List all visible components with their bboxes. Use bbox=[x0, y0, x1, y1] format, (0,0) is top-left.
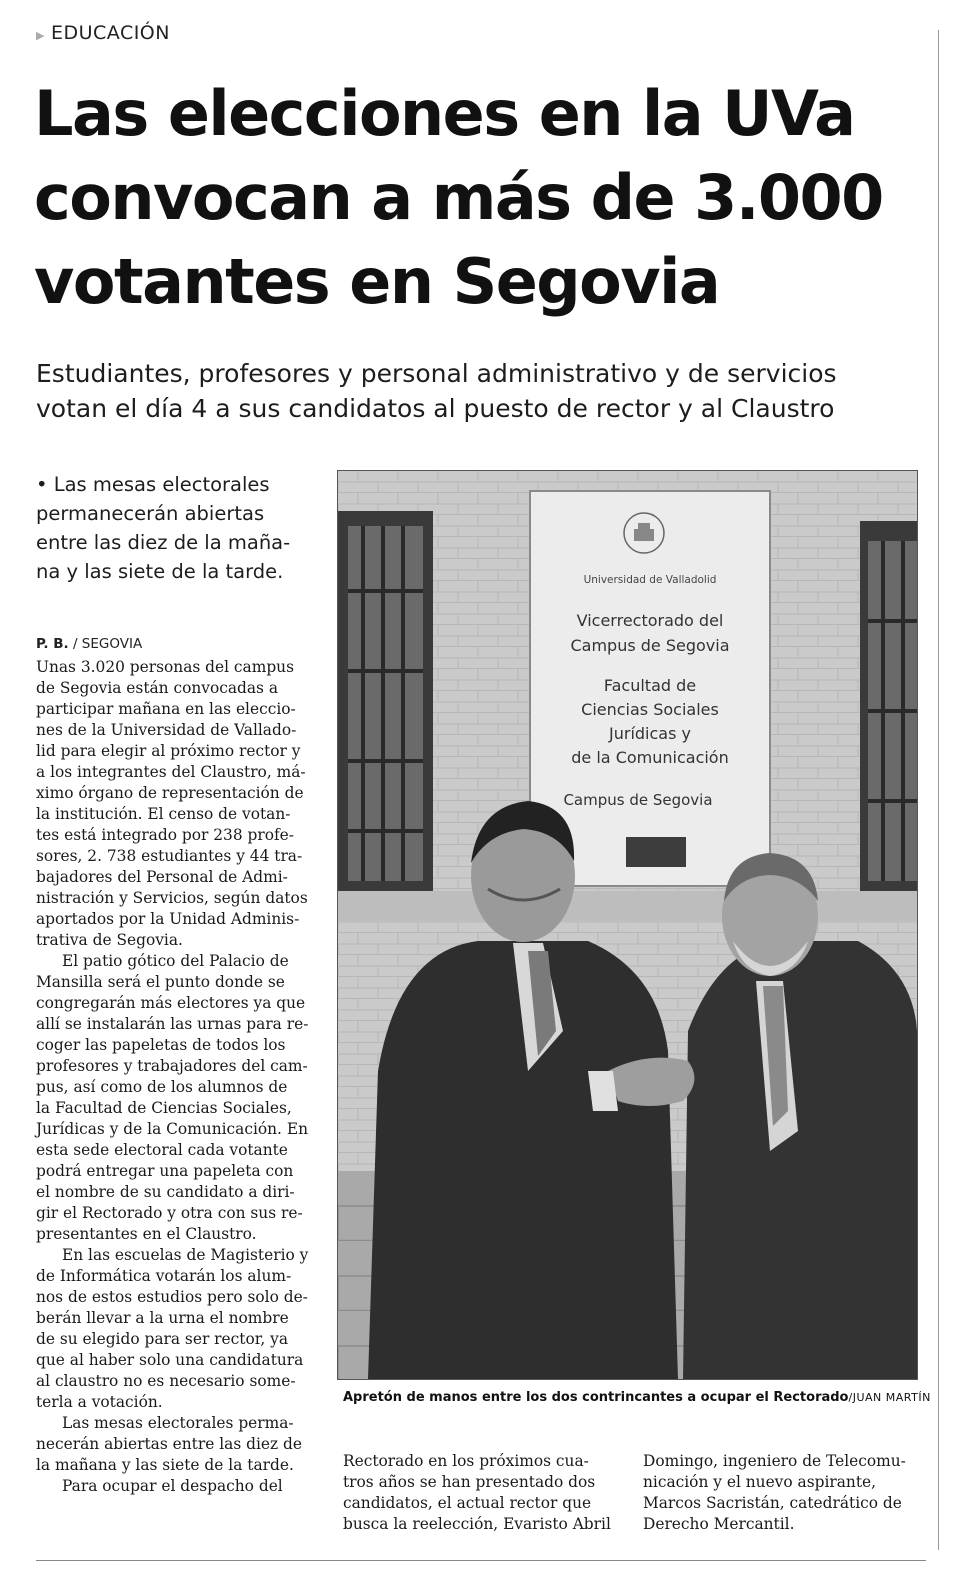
body-line: podrá entregar una papeleta con bbox=[36, 1162, 294, 1180]
headline-line: convocan a más de 3.000 bbox=[34, 161, 883, 234]
byline-author: P. B. bbox=[36, 636, 69, 652]
sign-line: Campus de Segovia bbox=[570, 636, 730, 655]
body-line: Para ocupar el despacho del bbox=[62, 1477, 283, 1495]
body-line: busca la reelección, Evaristo Abril bbox=[343, 1515, 611, 1533]
article-column-1 bbox=[36, 657, 320, 1497]
body-line: Las mesas electorales perma- bbox=[62, 1414, 294, 1432]
body-line: presentantes en el Claustro. bbox=[36, 1225, 257, 1243]
right-rule bbox=[938, 30, 939, 1550]
caption-text: Apretón de manos entre los dos contrincantes a ocupar el Rectorado bbox=[343, 1390, 849, 1405]
section-marker-icon: ▶ bbox=[36, 29, 45, 42]
body-line: profesores y trabajadores del cam- bbox=[36, 1057, 308, 1075]
sign-line: Facultad de bbox=[603, 676, 697, 695]
highlight-box bbox=[36, 470, 316, 586]
byline bbox=[36, 636, 142, 652]
body-line: la institución. El censo de votan- bbox=[36, 805, 291, 823]
body-line: berán llevar a la urna el nombre bbox=[36, 1309, 289, 1327]
window-right bbox=[860, 521, 917, 891]
body-line: aportados por la Unidad Adminis- bbox=[36, 910, 300, 928]
window-left bbox=[338, 511, 433, 891]
body-line: a los integrantes del Claustro, má- bbox=[36, 763, 306, 781]
bottom-rule bbox=[36, 1560, 926, 1561]
body-line: que al haber solo una candidatura bbox=[36, 1351, 304, 1369]
highlight-line: entre las diez de la maña- bbox=[36, 531, 291, 554]
sign-line: de la Comunicación bbox=[571, 748, 729, 767]
body-line: la mañana y las siete de la tarde. bbox=[36, 1456, 294, 1474]
body-line: de Segovia están convocadas a bbox=[36, 679, 279, 697]
body-line: allí se instalarán las urnas para re- bbox=[36, 1015, 309, 1033]
body-line: Rectorado en los próximos cua- bbox=[343, 1452, 589, 1470]
headline-line: votantes en Segovia bbox=[34, 245, 720, 318]
headline-line: Las elecciones en la UVa bbox=[34, 77, 855, 150]
body-line: tros años se han presentado dos bbox=[343, 1473, 596, 1491]
body-line: coger las papeletas de todos los bbox=[36, 1036, 286, 1054]
body-line: candidatos, el actual rector que bbox=[343, 1494, 592, 1512]
body-line: trativa de Segovia. bbox=[36, 931, 183, 949]
body-line: participar mañana en las eleccio- bbox=[36, 700, 296, 718]
body-line: gir el Rectorado y otra con sus re- bbox=[36, 1204, 303, 1222]
sign-line: Campus de Segovia bbox=[563, 791, 713, 809]
article-column-3 bbox=[643, 1451, 923, 1535]
body-line: de su elegido para ser rector, ya bbox=[36, 1330, 289, 1348]
photo-caption bbox=[343, 1390, 931, 1405]
subheadline-line: Estudiantes, profesores y personal administrativo y de servicios bbox=[36, 359, 837, 388]
body-line: Marcos Sacristán, catedrático de bbox=[643, 1494, 902, 1512]
photo-illustration bbox=[338, 471, 917, 1379]
news-photo bbox=[337, 470, 918, 1380]
body-line: En las escuelas de Magisterio y bbox=[62, 1246, 309, 1264]
body-line: lid para elegir al próximo rector y bbox=[36, 742, 301, 760]
body-line: nos de estos estudios pero solo de- bbox=[36, 1288, 308, 1306]
sign-header: Universidad de Valladolid bbox=[583, 574, 717, 586]
body-line: terla a votación. bbox=[36, 1393, 163, 1411]
highlight-line: na y las siete de la tarde. bbox=[36, 560, 284, 583]
subheadline-line: votan el día 4 a sus candidatos al puesto de rector y al Claustro bbox=[36, 394, 835, 423]
body-line: Derecho Mercantil. bbox=[643, 1515, 795, 1533]
headline bbox=[34, 72, 914, 324]
body-line: necerán abiertas entre las diez de bbox=[36, 1435, 302, 1453]
section-header bbox=[36, 22, 170, 44]
body-line: el nombre de su candidato a diri- bbox=[36, 1183, 295, 1201]
byline-location: / SEGOVIA bbox=[72, 636, 143, 652]
body-line: de Informática votarán los alum- bbox=[36, 1267, 292, 1285]
body-line: Domingo, ingeniero de Telecomu- bbox=[643, 1452, 906, 1470]
body-line: Jurídicas y de la Comunicación. En bbox=[36, 1120, 308, 1138]
sign-logo-icon bbox=[626, 837, 686, 867]
highlight-line: • Las mesas electorales bbox=[36, 473, 270, 496]
body-line: bajadores del Personal de Admi- bbox=[36, 868, 288, 886]
body-line: nes de la Universidad de Vallado- bbox=[36, 721, 297, 739]
body-line: al claustro no es necesario some- bbox=[36, 1372, 296, 1390]
sign-line: Ciencias Sociales bbox=[581, 700, 719, 719]
body-line: Unas 3.020 personas del campus bbox=[36, 658, 294, 676]
body-line: tes está integrado por 238 profe- bbox=[36, 826, 294, 844]
body-line: Mansilla será el punto donde se bbox=[36, 973, 285, 991]
highlight-line: permanecerán abiertas bbox=[36, 502, 265, 525]
body-line: sores, 2. 738 estudiantes y 44 tra- bbox=[36, 847, 303, 865]
article-column-2 bbox=[343, 1451, 633, 1535]
body-line: congregarán más electores ya que bbox=[36, 994, 306, 1012]
body-line: ximo órgano de representación de bbox=[36, 784, 304, 802]
section-label: EDUCACIÓN bbox=[50, 22, 170, 44]
subheadline bbox=[36, 356, 916, 426]
body-line: pus, así como de los alumnos de bbox=[36, 1078, 288, 1096]
body-line: la Facultad de Ciencias Sociales, bbox=[36, 1099, 292, 1117]
photo-credit: /JUAN MARTÍN bbox=[848, 1391, 931, 1404]
sign-line: Jurídicas y bbox=[609, 724, 691, 743]
sign-line: Vicerrectorado del bbox=[576, 611, 724, 630]
body-line: esta sede electoral cada votante bbox=[36, 1141, 288, 1159]
body-line: nicación y el nuevo aspirante, bbox=[643, 1473, 877, 1491]
body-line: nistración y Servicios, según datos bbox=[36, 889, 308, 907]
body-line: El patio gótico del Palacio de bbox=[62, 952, 289, 970]
